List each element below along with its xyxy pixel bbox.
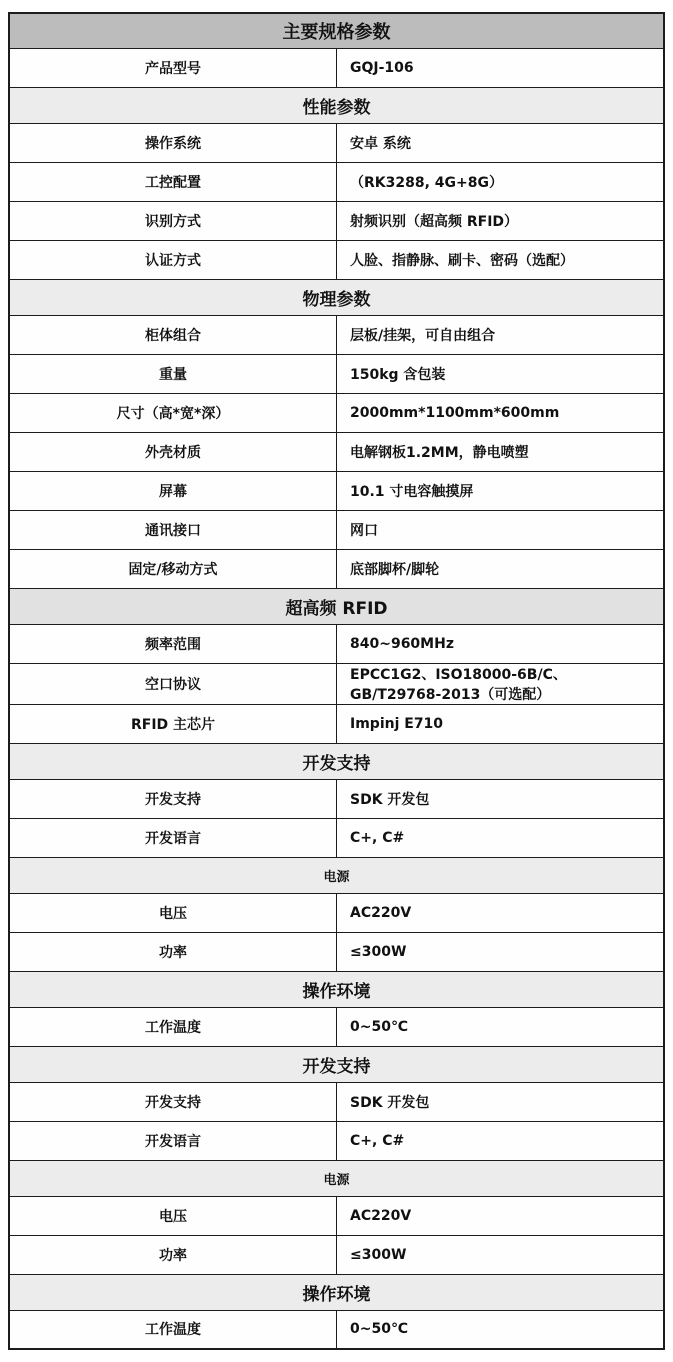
- spec-label: 尺寸（高*宽*深）: [9, 393, 337, 432]
- spec-label: 开发支持: [9, 779, 337, 818]
- spec-value: （RK3288, 4G+8G）: [337, 162, 665, 201]
- spec-label: 认证方式: [9, 240, 337, 279]
- spec-row: [9, 510, 664, 549]
- spec-label: 开发支持: [9, 1082, 337, 1121]
- spec-value: 安卓 系统: [337, 123, 665, 162]
- section-header-row: [9, 857, 664, 893]
- spec-value: Impinj E710: [337, 704, 665, 743]
- spec-value: 人脸、指静脉、刷卡、密码（选配）: [337, 240, 665, 279]
- section-title: 性能参数: [9, 87, 664, 123]
- spec-table-body: [9, 13, 664, 1349]
- spec-label: 工作温度: [9, 1007, 337, 1046]
- section-header-row: [9, 1274, 664, 1310]
- spec-label: 识别方式: [9, 201, 337, 240]
- spec-value: 网口: [337, 510, 665, 549]
- spec-row: [9, 432, 664, 471]
- section-title: 操作环境: [9, 971, 664, 1007]
- spec-value: GQJ-106: [337, 48, 665, 87]
- spec-row: [9, 818, 664, 857]
- spec-value: 电解钢板1.2MM，静电喷塑: [337, 432, 665, 471]
- section-header-row: [9, 743, 664, 779]
- section-header-row: [9, 279, 664, 315]
- spec-row: [9, 1007, 664, 1046]
- spec-label: 固定/移动方式: [9, 549, 337, 588]
- spec-row: [9, 1310, 664, 1349]
- table-title: 主要规格参数: [9, 13, 664, 48]
- spec-row: [9, 162, 664, 201]
- section-title: 电源: [9, 1160, 664, 1196]
- spec-label: 电压: [9, 893, 337, 932]
- spec-value: ≤300W: [337, 932, 665, 971]
- spec-value: SDK 开发包: [337, 779, 665, 818]
- spec-value: C+, C#: [337, 1121, 665, 1160]
- spec-label: 工控配置: [9, 162, 337, 201]
- spec-value: ≤300W: [337, 1235, 665, 1274]
- spec-value: 层板/挂架，可自由组合: [337, 315, 665, 354]
- spec-label: 外壳材质: [9, 432, 337, 471]
- spec-value: SDK 开发包: [337, 1082, 665, 1121]
- spec-label: 开发语言: [9, 1121, 337, 1160]
- spec-row: [9, 893, 664, 932]
- spec-row: [9, 354, 664, 393]
- spec-value: EPCC1G2、ISO18000-6B/C、GB/T29768-2013（可选配）: [337, 663, 665, 704]
- section-title: 开发支持: [9, 743, 664, 779]
- spec-row: [9, 240, 664, 279]
- spec-row: [9, 779, 664, 818]
- spec-row: [9, 123, 664, 162]
- spec-label: 产品型号: [9, 48, 337, 87]
- spec-row: [9, 932, 664, 971]
- section-header-row: [9, 588, 664, 624]
- spec-value: 0~50℃: [337, 1310, 665, 1349]
- section-header-row: [9, 971, 664, 1007]
- spec-label: 频率范围: [9, 624, 337, 663]
- spec-row: [9, 1082, 664, 1121]
- spec-label: 开发语言: [9, 818, 337, 857]
- spec-row: [9, 549, 664, 588]
- spec-row: [9, 471, 664, 510]
- spec-label: 空口协议: [9, 663, 337, 704]
- section-title: 电源: [9, 857, 664, 893]
- spec-row: [9, 624, 664, 663]
- spec-value: 底部脚杯/脚轮: [337, 549, 665, 588]
- section-header-row: [9, 1046, 664, 1082]
- spec-label: 电压: [9, 1196, 337, 1235]
- spec-value: AC220V: [337, 1196, 665, 1235]
- section-header-row: [9, 1160, 664, 1196]
- spec-value: 150kg 含包装: [337, 354, 665, 393]
- spec-row: [9, 393, 664, 432]
- section-title: 开发支持: [9, 1046, 664, 1082]
- table-title-row: [9, 13, 664, 48]
- spec-value: 2000mm*1100mm*600mm: [337, 393, 665, 432]
- spec-row: [9, 1121, 664, 1160]
- spec-label: 功率: [9, 932, 337, 971]
- spec-label: RFID 主芯片: [9, 704, 337, 743]
- spec-row: [9, 315, 664, 354]
- spec-value: 0~50℃: [337, 1007, 665, 1046]
- section-title: 操作环境: [9, 1274, 664, 1310]
- spec-label: 屏幕: [9, 471, 337, 510]
- spec-label: 通讯接口: [9, 510, 337, 549]
- spec-row: [9, 48, 664, 87]
- section-title: 物理参数: [9, 279, 664, 315]
- spec-label: 工作温度: [9, 1310, 337, 1349]
- spec-value: 10.1 寸电容触摸屏: [337, 471, 665, 510]
- spec-row: [9, 704, 664, 743]
- spec-row: [9, 1235, 664, 1274]
- spec-label: 柜体组合: [9, 315, 337, 354]
- spec-row: [9, 201, 664, 240]
- spec-table: [8, 12, 665, 1350]
- spec-value: 射频识别（超高频 RFID）: [337, 201, 665, 240]
- spec-label: 操作系统: [9, 123, 337, 162]
- spec-label: 重量: [9, 354, 337, 393]
- spec-row: [9, 663, 664, 704]
- section-title: 超高频 RFID: [9, 588, 664, 624]
- spec-value: C+, C#: [337, 818, 665, 857]
- spec-label: 功率: [9, 1235, 337, 1274]
- spec-value: 840~960MHz: [337, 624, 665, 663]
- spec-value: AC220V: [337, 893, 665, 932]
- spec-row: [9, 1196, 664, 1235]
- section-header-row: [9, 87, 664, 123]
